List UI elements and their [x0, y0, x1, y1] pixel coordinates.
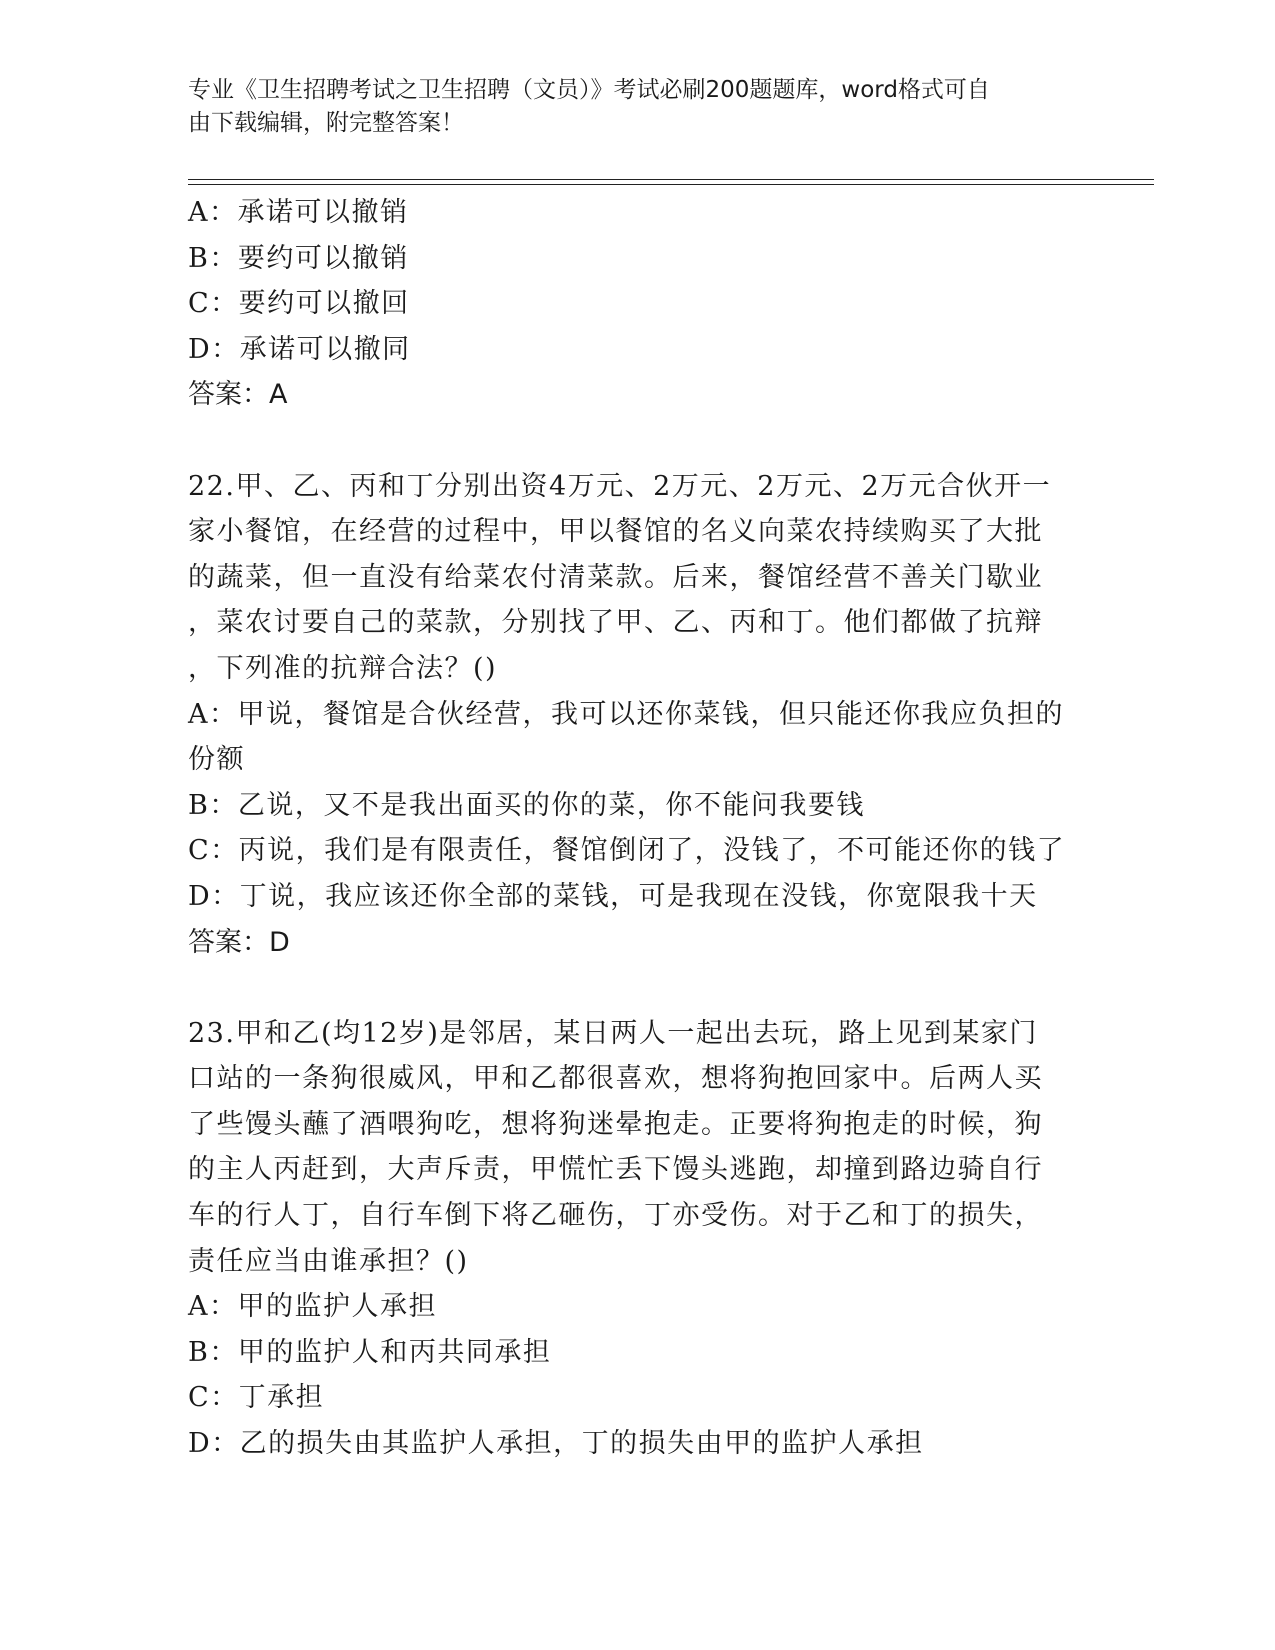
question-text-line: 的主人丙赶到，大声斥责，甲慌忙丢下馒头逃跑，却撞到路边骑自行 — [188, 1154, 1043, 1186]
option-a: A：承诺可以撤销 — [188, 197, 409, 228]
question-text-line: 口站的一条狗很威风，甲和乙都很喜欢，想将狗抱回家中。后两人买 — [188, 1063, 1043, 1095]
header-divider-bottom — [188, 184, 1154, 185]
option-c: C：丙说，我们是有限责任，餐馆倒闭了，没钱了，不可能还你的钱了 — [188, 835, 1066, 867]
question-text-line: 家小餐馆，在经营的过程中，甲以餐馆的名义向菜农持续购买了大批 — [188, 516, 1043, 548]
question-text-line: 了些馒头蘸了酒喂狗吃，想将狗迷晕抱走。正要将狗抱走的时候，狗 — [188, 1108, 1043, 1140]
option-c: C：丁承担 — [188, 1382, 325, 1414]
option-b: B：要约可以撤销 — [188, 242, 409, 274]
option-d: D：乙的损失由其监护人承担，丁的损失由甲的监护人承担 — [188, 1428, 924, 1460]
option-a-continued: 份额 — [188, 744, 245, 776]
header-line-1: 专业《卫生招聘考试之卫生招聘（文员）》考试必刷200题题库，word格式可自 — [188, 77, 990, 103]
option-b: B：甲的监护人和丙共同承担 — [188, 1336, 552, 1368]
question-23 — [188, 1011, 1088, 1467]
question-text-line: ，下列准的抗辩合法？() — [188, 652, 498, 684]
question-text-line: 责任应当由谁承担？() — [188, 1245, 469, 1277]
question-text-line: 的蔬菜，但一直没有给菜农付清菜款。后来，餐馆经营不善关门歇业 — [188, 561, 1043, 593]
answer: 答案：D — [188, 926, 290, 958]
option-d: D：丁说，我应该还你全部的菜钱，可是我现在没钱，你宽限我十天 — [188, 880, 1038, 912]
answer: 答案：A — [188, 379, 288, 411]
option-b: B：乙说，又不是我出面买的你的菜，你不能问我要钱 — [188, 789, 865, 821]
spacer — [188, 418, 1088, 464]
header-divider-top — [188, 179, 1154, 180]
spacer — [188, 965, 1088, 1011]
document-body — [188, 190, 1088, 1467]
option-a: A：甲说，餐馆是合伙经营，我可以还你菜钱，但只能还你我应负担的 — [188, 698, 1064, 730]
document-header — [188, 74, 1088, 140]
header-line-2: 由下载编辑，附完整答案！ — [188, 110, 464, 136]
option-a: A：甲的监护人承担 — [188, 1291, 437, 1323]
option-c: C：要约可以撤回 — [188, 288, 410, 320]
question-text-line: 22.甲、乙、丙和丁分别出资4万元、2万元、2万元、2万元合伙开一 — [188, 470, 1052, 502]
question-text-line: ，菜农讨要自己的菜款，分别找了甲、乙、丙和丁。他们都做了抗辩 — [188, 607, 1043, 639]
question-text-line: 车的行人丁，自行车倒下将乙砸伤，丁亦受伤。对于乙和丁的损失， — [188, 1200, 1043, 1232]
previous-question — [188, 190, 1088, 418]
question-22 — [188, 464, 1088, 966]
option-d: D：承诺可以撤同 — [188, 333, 411, 365]
question-text-line: 23.甲和乙(均12岁)是邻居，某日两人一起出去玩，路上见到某家门 — [188, 1017, 1038, 1049]
